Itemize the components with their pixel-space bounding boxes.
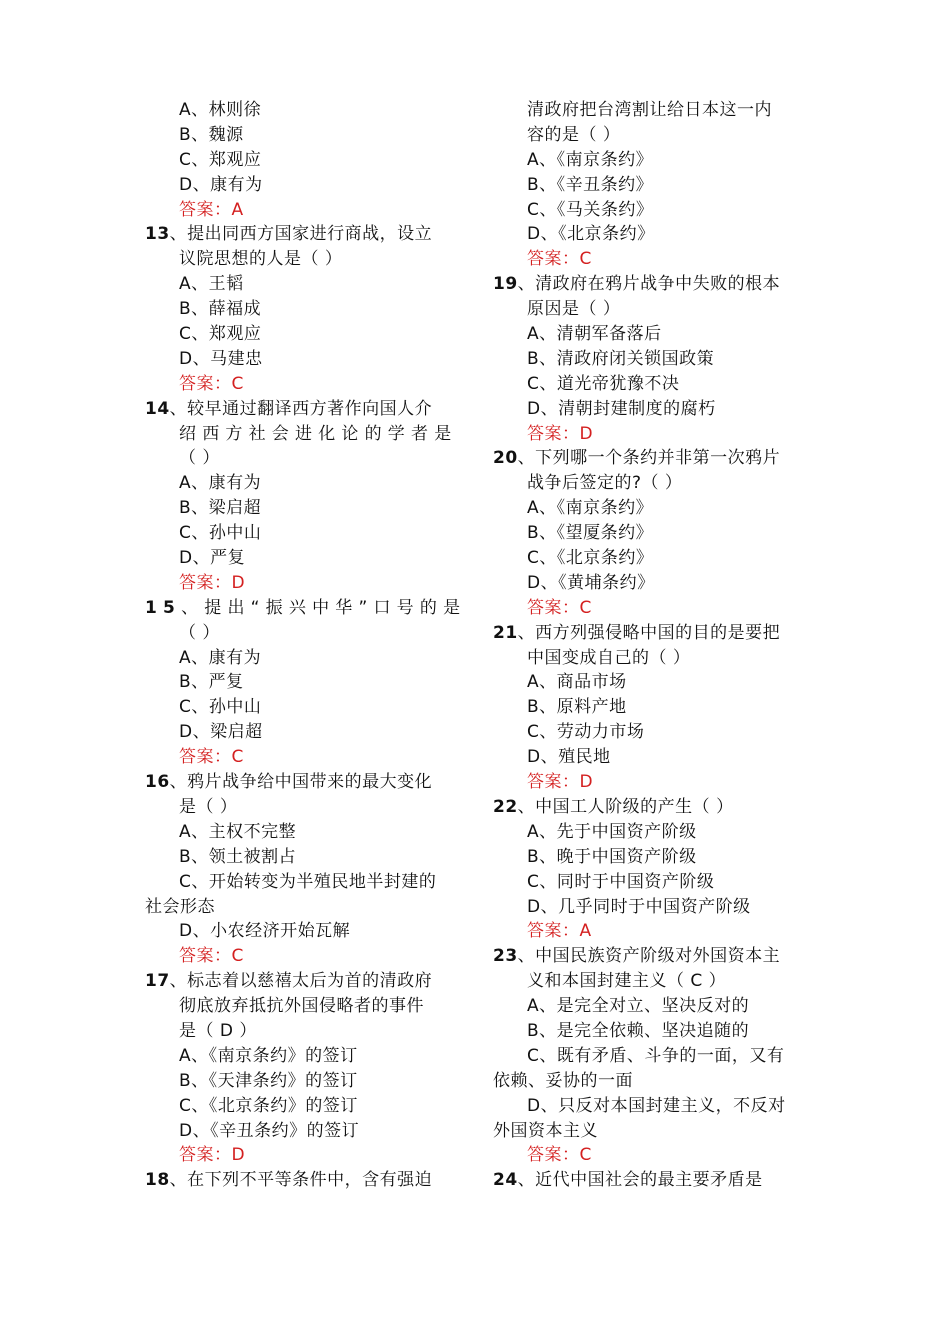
question-line: [145, 596, 465, 621]
question-number: 19: [493, 274, 518, 295]
option-continuation: 依赖、妥协的一面: [493, 1070, 633, 1091]
answer-line: 答案：C: [527, 1145, 592, 1166]
option-line: B、严复: [179, 672, 244, 693]
option-line: B、领土被割占: [179, 846, 297, 867]
question-number: 15: [145, 597, 182, 618]
option-line: C、《马关条约》: [527, 199, 654, 220]
option-line: D、严复: [179, 548, 246, 569]
question-continuation: 是（ ）: [179, 796, 238, 817]
question-text: 、近代中国社会的最主要矛盾是: [517, 1170, 763, 1191]
option-line: D、康有为: [179, 174, 263, 195]
option-line: C、道光帝犹豫不决: [527, 373, 680, 394]
answer-line: 答案：A: [527, 921, 592, 942]
question-line: [493, 272, 813, 297]
question-line: [493, 795, 813, 820]
option-line: D、几乎同时于中国资产阶级: [527, 896, 751, 917]
option-line: A、《南京条约》: [527, 149, 654, 170]
question-continuation: 彻底放弃抵抗外国侵略者的事件: [179, 996, 424, 1017]
option-line: A、康有为: [179, 647, 262, 668]
question-continuation: 容的是（ ）: [527, 124, 621, 145]
option-line: B、梁启超: [179, 498, 262, 519]
question-number: 13: [145, 224, 170, 245]
question-text: 、中国工人阶级的产生（ ）: [517, 796, 734, 817]
answer-line: 答案：C: [527, 597, 592, 618]
question-continuation: （ ）: [179, 448, 220, 469]
option-line: A、主权不完整: [179, 821, 297, 842]
option-line: C、同时于中国资产阶级: [527, 871, 715, 892]
option-line: A、王韬: [179, 274, 244, 295]
question-text: 、在下列不平等条件中，含有强迫: [169, 1170, 433, 1191]
option-line: D、清朝封建制度的腐朽: [527, 398, 716, 419]
option-line: B、晚于中国资产阶级: [527, 846, 697, 867]
answer-line: 答案：A: [179, 199, 244, 220]
answer-line: 答案：C: [179, 946, 244, 967]
question-line: [145, 770, 465, 795]
answer-line: 答案：C: [179, 747, 244, 768]
option-line: B、《辛丑条约》: [527, 174, 654, 195]
question-continuation: （ ）: [179, 622, 220, 643]
question-line: [145, 222, 465, 247]
option-line: D、小农经济开始瓦解: [179, 921, 351, 942]
option-line: A、是完全对立、坚决反对的: [527, 996, 750, 1017]
option-line: D、《北京条约》: [527, 224, 655, 245]
option-line: B、薛福成: [179, 299, 262, 320]
question-text: 、清政府在鸦片战争中失败的根本: [517, 274, 781, 295]
question-line: [145, 969, 465, 994]
option-line: B、原料产地: [527, 697, 627, 718]
question-text: 、提出同西方国家进行商战，设立: [169, 224, 433, 245]
option-continuation: 外国资本主义: [493, 1120, 598, 1141]
question-text: 、较早通过翻译西方著作向国人介: [169, 398, 433, 419]
left-column: [145, 98, 465, 1193]
right-column: [493, 98, 813, 1193]
answer-line: 答案：C: [527, 249, 592, 270]
option-line: A、《南京条约》的签订: [179, 1045, 358, 1066]
answer-line: 答案：D: [527, 423, 594, 444]
question-continuation: 是（ D ）: [179, 1020, 257, 1041]
option-line: C、郑观应: [179, 324, 262, 345]
question-number: 18: [145, 1170, 170, 1191]
option-line: D、《辛丑条约》的签订: [179, 1120, 360, 1141]
option-line: C、孙中山: [179, 523, 262, 544]
option-continuation: 社会形态: [145, 896, 215, 917]
option-line: B、是完全依赖、坚决追随的: [527, 1020, 750, 1041]
option-line: C、《北京条约》: [527, 548, 654, 569]
option-line: A、林则徐: [179, 100, 262, 120]
question-line: [493, 1168, 813, 1193]
option-line: A、先于中国资产阶级: [527, 821, 697, 842]
option-line: C、开始转变为半殖民地半封建的: [179, 871, 437, 892]
option-line: B、《天津条约》的签订: [179, 1070, 358, 1091]
question-number: 17: [145, 971, 170, 992]
option-line: D、《黄埔条约》: [527, 572, 655, 593]
question-continuation: 战争后签定的?（ ）: [527, 473, 683, 494]
question-continuation: 清政府把台湾割让给日本这一内: [527, 100, 772, 120]
question-text: 、西方列强侵略中国的目的是要把: [517, 622, 781, 643]
answer-line: 答案：D: [179, 1145, 246, 1166]
answer-line: 答案：C: [179, 373, 244, 394]
option-line: A、商品市场: [527, 672, 627, 693]
option-line: A、清朝军备落后: [527, 324, 662, 345]
option-line: D、梁启超: [179, 722, 263, 743]
question-number: 23: [493, 946, 518, 967]
question-line: [493, 446, 813, 471]
question-line: [145, 1168, 465, 1193]
question-text: 、中国民族资产阶级对外国资本主: [517, 946, 781, 967]
question-continuation: 议院思想的人是（ ）: [179, 249, 343, 270]
option-line: C、《北京条约》的签订: [179, 1095, 358, 1116]
answer-line: 答案：D: [179, 572, 246, 593]
question-number: 24: [493, 1170, 518, 1191]
option-line: B、《望厦条约》: [527, 523, 654, 544]
option-line: D、马建忠: [179, 348, 263, 369]
option-line: B、魏源: [179, 124, 244, 145]
option-line: C、郑观应: [179, 149, 262, 170]
question-number: 20: [493, 448, 518, 469]
question-line: [145, 397, 465, 422]
question-continuation: 义和本国封建主义（ C ）: [527, 971, 727, 992]
question-text: 、提出“振兴中华”口号的是: [181, 597, 467, 618]
option-line: A、《南京条约》: [527, 498, 654, 519]
question-continuation: 中国变成自己的（ ）: [527, 647, 691, 668]
option-line: C、劳动力市场: [527, 722, 645, 743]
option-line: D、殖民地: [527, 747, 611, 768]
question-text: 、标志着以慈禧太后为首的清政府: [169, 971, 433, 992]
question-number: 22: [493, 796, 518, 817]
answer-line: 答案：D: [527, 772, 594, 793]
question-number: 14: [145, 398, 170, 419]
question-number: 21: [493, 622, 518, 643]
question-line: [493, 944, 813, 969]
question-text: 、鸦片战争给中国带来的最大变化: [169, 772, 433, 793]
option-line: B、清政府闭关锁国政策: [527, 348, 715, 369]
option-line: A、康有为: [179, 473, 262, 494]
question-number: 16: [145, 772, 170, 793]
question-line: [493, 621, 813, 646]
option-line: C、既有矛盾、斗争的一面，又有: [527, 1045, 785, 1066]
question-text: 、下列哪一个条约并非第一次鸦片: [517, 448, 781, 469]
question-continuation: 绍西方社会进化论的学者是: [179, 423, 458, 444]
option-line: D、只反对本国封建主义，不反对: [527, 1095, 786, 1116]
option-line: C、孙中山: [179, 697, 262, 718]
question-continuation: 原因是（ ）: [527, 299, 621, 320]
